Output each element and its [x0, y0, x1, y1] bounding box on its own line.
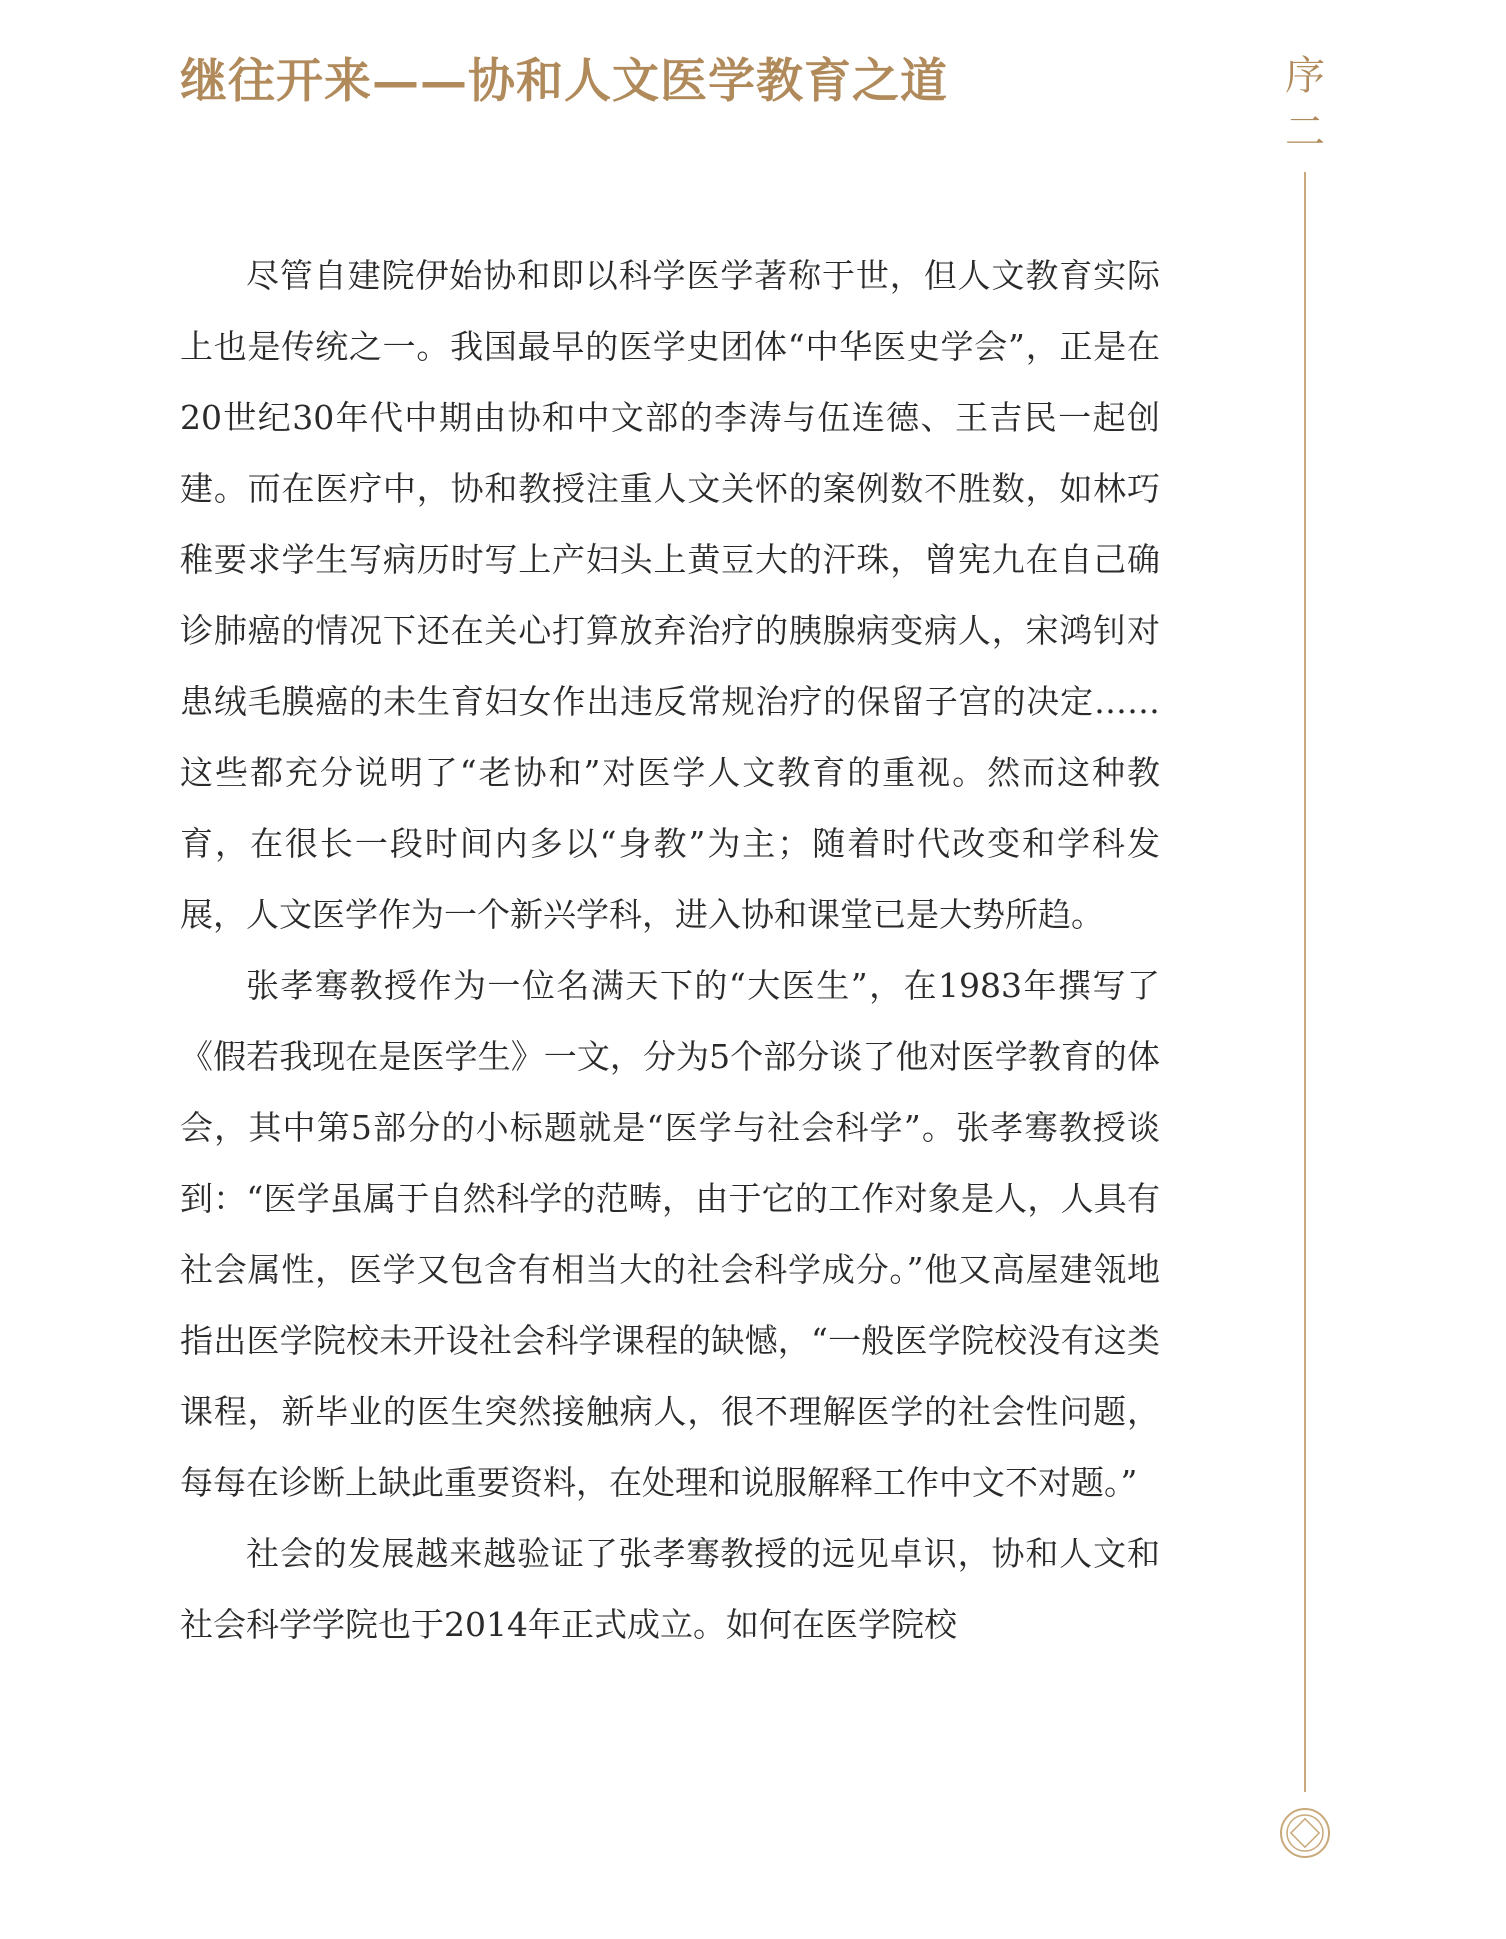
diamond-in-circle-icon [1278, 1806, 1332, 1860]
paragraph-1: 尽管自建院伊始协和即以科学医学著称于世，但人文教育实际上也是传统之一。我国最早的医学史团体“中华医史学会”，正是在20世纪30年代中期由协和中文部的李涛与伍连德、王吉民一起创建。而在医疗中，协和教授注重人文关怀的案例数不胜数，如林巧稚要求学生写病历时写上产妇头上黄豆大的汗珠，曾宪九在自己确诊肺癌的情况下还在关心打算放弃治疗的胰腺病变病人，宋鸿钊对患绒毛膜癌的未生育妇女作出违反常规治疗的保留子宫的决定……这些都充分说明了“老协和”对医学人文教育的重视。然而这种教育，在很长一段时间内多以“身教”为主；随着时代改变和学科发展，人文医学作为一个新兴学科，进入协和课堂已是大势所趋。 [180, 256, 1160, 934]
side-divider [1304, 172, 1306, 1792]
body-text [180, 240, 1160, 1660]
section-label-top: 序 [1285, 53, 1325, 99]
section-label [1280, 48, 1330, 160]
paragraph-3: 社会的发展越来越验证了张孝骞教授的远见卓识，协和人文和社会科学学院也于2014年正式成立。如何在医学院校 [180, 1534, 1160, 1644]
section-label-bottom: 二 [1285, 109, 1325, 155]
paragraph-2: 张孝骞教授作为一位名满天下的“大医生”，在1983年撰写了《假若我现在是医学生》一文，分为5个部分谈了他对医学教育的体会，其中第5部分的小标题就是“医学与社会科学”。张孝骞教授谈到：“医学虽属于自然科学的范畴，由于它的工作对象是人，人具有社会属性，医学又包含有相当大的社会科学成分。”他又高屋建瓴地指出医学院校未开设社会科学课程的缺憾，“一般医学院校没有这类课程，新毕业的医生突然接触病人，很不理解医学的社会性问题，每每在诊断上缺此重要资料，在处理和说服解释工作中文不对题。” [180, 966, 1160, 1502]
chapter-title: 继往开来——协和人文医学教育之道 [180, 54, 948, 109]
